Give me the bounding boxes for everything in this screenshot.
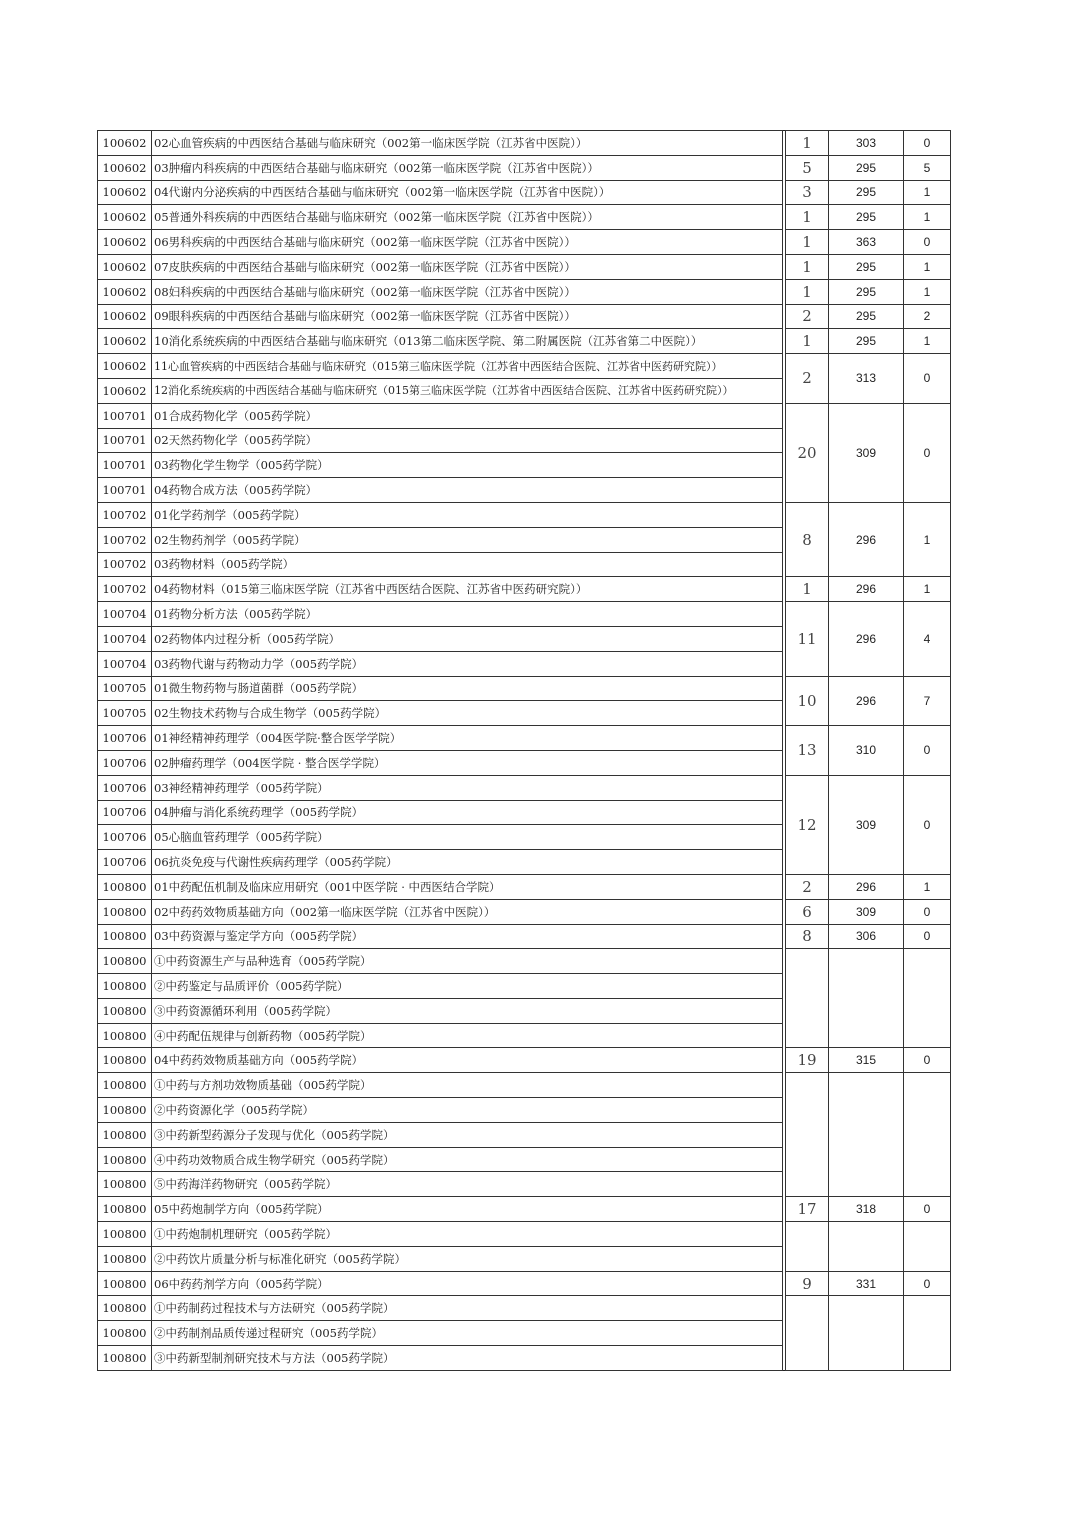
research-direction: ③中药资源循环利用（005药学院） (152, 998, 783, 1023)
table-row (98, 131, 951, 156)
research-direction: 09眼科疾病的中西医结合基础与临床研究（002第一临床医学院（江苏省中医院）） (152, 304, 783, 329)
subject-code: 100800 (98, 1073, 152, 1098)
plan-count: 1 (786, 279, 829, 304)
subject-code: 100602 (98, 180, 152, 205)
table-row (98, 1073, 951, 1098)
research-direction: ⑤中药海洋药物研究（005药学院） (152, 1172, 783, 1197)
research-direction: 01神经精神药理学（004医学院·整合医学学院） (152, 726, 783, 751)
research-direction: 05中药炮制学方向（005药学院） (152, 1197, 783, 1222)
table-row (98, 279, 951, 304)
column-spacer (783, 1246, 786, 1271)
research-direction: 02药物体内过程分析（005药学院） (152, 626, 783, 651)
plan-count: 1 (786, 254, 829, 279)
column-spacer (783, 552, 786, 577)
column-spacer (783, 1098, 786, 1123)
subject-code: 100602 (98, 230, 152, 255)
transfer-count: 0 (904, 403, 951, 502)
research-direction: ①中药炮制机理研究（005药学院） (152, 1222, 783, 1247)
column-spacer (783, 1147, 786, 1172)
subject-code: 100706 (98, 750, 152, 775)
min-score: 313 (829, 354, 904, 404)
subject-code: 100701 (98, 478, 152, 503)
transfer-count: 0 (904, 924, 951, 949)
research-direction: 02生物药剂学（005药学院） (152, 527, 783, 552)
plan-count: 5 (786, 155, 829, 180)
table-row (98, 602, 951, 627)
column-spacer (783, 527, 786, 552)
research-direction: 01微生物药物与肠道菌群（005药学院） (152, 676, 783, 701)
research-direction: 06抗炎免疫与代谢性疾病药理学（005药学院） (152, 850, 783, 875)
research-direction: 08妇科疾病的中西医结合基础与临床研究（002第一临床医学院（江苏省中医院）） (152, 279, 783, 304)
min-score: 310 (829, 726, 904, 776)
table-row (98, 304, 951, 329)
plan-count: 1 (786, 230, 829, 255)
transfer-count: 1 (904, 279, 951, 304)
subject-code: 100701 (98, 428, 152, 453)
subject-code: 100602 (98, 155, 152, 180)
subject-code: 100706 (98, 726, 152, 751)
research-direction: 02心血管疾病的中西医结合基础与临床研究（002第一临床医学院（江苏省中医院）） (152, 131, 783, 156)
research-direction: ②中药资源化学（005药学院） (152, 1098, 783, 1123)
subject-code: 100602 (98, 279, 152, 304)
subject-code: 100800 (98, 1271, 152, 1296)
research-direction: 05心脑血管药理学（005药学院） (152, 825, 783, 850)
empty-cell (786, 949, 829, 1048)
table-row (98, 354, 951, 379)
research-direction: 02肿瘤药理学（004医学院 · 整合医学学院） (152, 750, 783, 775)
column-spacer (783, 651, 786, 676)
subject-code: 100800 (98, 1172, 152, 1197)
subject-code: 100702 (98, 502, 152, 527)
plan-count: 1 (786, 329, 829, 354)
empty-cell (786, 1296, 829, 1370)
plan-count: 1 (786, 577, 829, 602)
min-score: 296 (829, 676, 904, 726)
table-row (98, 155, 951, 180)
research-direction: 03肿瘤内科疾病的中西医结合基础与临床研究（002第一临床医学院（江苏省中医院）） (152, 155, 783, 180)
plan-count: 6 (786, 899, 829, 924)
research-direction: 04药物合成方法（005药学院） (152, 478, 783, 503)
subject-code: 100704 (98, 602, 152, 627)
min-score: 295 (829, 155, 904, 180)
column-spacer (783, 1122, 786, 1147)
transfer-count: 7 (904, 676, 951, 726)
transfer-count: 0 (904, 1197, 951, 1222)
table-row (98, 874, 951, 899)
table-row (98, 180, 951, 205)
empty-cell (829, 1222, 904, 1272)
subject-code: 100602 (98, 131, 152, 156)
subject-code: 100800 (98, 1346, 152, 1371)
table-row (98, 1048, 951, 1073)
transfer-count: 0 (904, 899, 951, 924)
research-direction: 01合成药物化学（005药学院） (152, 403, 783, 428)
plan-count: 1 (786, 205, 829, 230)
empty-cell (829, 949, 904, 1048)
subject-code: 100800 (98, 1122, 152, 1147)
transfer-count: 0 (904, 775, 951, 874)
empty-cell (904, 1222, 951, 1272)
subject-code: 100800 (98, 1246, 152, 1271)
research-direction: 03药物代谢与药物动力学（005药学院） (152, 651, 783, 676)
min-score: 296 (829, 577, 904, 602)
plan-count: 13 (786, 726, 829, 776)
transfer-count: 0 (904, 230, 951, 255)
min-score: 315 (829, 1048, 904, 1073)
research-direction: ②中药饮片质量分析与标准化研究（005药学院） (152, 1246, 783, 1271)
subject-code: 100800 (98, 949, 152, 974)
transfer-count: 2 (904, 304, 951, 329)
subject-code: 100800 (98, 1197, 152, 1222)
empty-cell (786, 1073, 829, 1197)
column-spacer (783, 1023, 786, 1048)
research-direction: 03神经精神药理学（005药学院） (152, 775, 783, 800)
plan-count: 3 (786, 180, 829, 205)
research-direction: 02生物技术药物与合成生物学（005药学院） (152, 701, 783, 726)
subject-code: 100705 (98, 701, 152, 726)
research-direction: 07皮肤疾病的中西医结合基础与临床研究（002第一临床医学院（江苏省中医院）） (152, 254, 783, 279)
subject-code: 100602 (98, 354, 152, 379)
plan-count: 2 (786, 304, 829, 329)
transfer-count: 4 (904, 602, 951, 676)
subject-code: 100800 (98, 924, 152, 949)
research-direction: 02天然药物化学（005药学院） (152, 428, 783, 453)
table-row (98, 676, 951, 701)
transfer-count: 1 (904, 874, 951, 899)
plan-count: 1 (786, 131, 829, 156)
research-direction: 01药物分析方法（005药学院） (152, 602, 783, 627)
column-spacer (783, 974, 786, 999)
min-score: 295 (829, 329, 904, 354)
plan-count: 20 (786, 403, 829, 502)
table-row (98, 1222, 951, 1247)
min-score: 296 (829, 874, 904, 899)
subject-code: 100800 (98, 1321, 152, 1346)
transfer-count: 0 (904, 726, 951, 776)
subject-code: 100800 (98, 899, 152, 924)
column-spacer (783, 1172, 786, 1197)
admission-table (97, 130, 951, 1371)
transfer-count: 1 (904, 577, 951, 602)
column-spacer (783, 626, 786, 651)
table-row (98, 329, 951, 354)
plan-count: 11 (786, 602, 829, 676)
research-direction: ①中药制药过程技术与方法研究（005药学院） (152, 1296, 783, 1321)
min-score: 295 (829, 279, 904, 304)
table-row (98, 899, 951, 924)
transfer-count: 0 (904, 354, 951, 404)
research-direction: ①中药与方剂功效物质基础（005药学院） (152, 1073, 783, 1098)
plan-count: 8 (786, 502, 829, 576)
column-spacer (783, 800, 786, 825)
column-spacer (783, 850, 786, 875)
subject-code: 100702 (98, 577, 152, 602)
min-score: 306 (829, 924, 904, 949)
table-row (98, 1296, 951, 1321)
subject-code: 100800 (98, 974, 152, 999)
empty-cell (904, 1296, 951, 1370)
plan-count: 9 (786, 1271, 829, 1296)
min-score: 303 (829, 131, 904, 156)
table-row (98, 230, 951, 255)
research-direction: 06男科疾病的中西医结合基础与临床研究（002第一临床医学院（江苏省中医院）） (152, 230, 783, 255)
research-direction: 03药物材料（005药学院） (152, 552, 783, 577)
min-score: 331 (829, 1271, 904, 1296)
transfer-count: 1 (904, 180, 951, 205)
subject-code: 100702 (98, 552, 152, 577)
column-spacer (783, 1346, 786, 1371)
research-direction: 10消化系统疾病的中西医结合基础与临床研究（013第二临床医学院、第二附属医院（江苏省第二中医院）） (152, 329, 783, 354)
transfer-count: 1 (904, 254, 951, 279)
research-direction: 04药物材料（015第三临床医学院（江苏省中西医结合医院、江苏省中医药研究院）） (152, 577, 783, 602)
table-row (98, 775, 951, 800)
min-score: 296 (829, 602, 904, 676)
column-spacer (783, 428, 786, 453)
research-direction: 04代谢内分泌疾病的中西医结合基础与临床研究（002第一临床医学院（江苏省中医院）） (152, 180, 783, 205)
research-direction: 04肿瘤与消化系统药理学（005药学院） (152, 800, 783, 825)
min-score: 309 (829, 899, 904, 924)
subject-code: 100800 (98, 1296, 152, 1321)
column-spacer (783, 750, 786, 775)
min-score: 295 (829, 180, 904, 205)
plan-count: 2 (786, 354, 829, 404)
subject-code: 100800 (98, 998, 152, 1023)
subject-code: 100706 (98, 825, 152, 850)
subject-code: 100706 (98, 850, 152, 875)
transfer-count: 0 (904, 1271, 951, 1296)
min-score: 363 (829, 230, 904, 255)
empty-cell (786, 1222, 829, 1272)
subject-code: 100706 (98, 775, 152, 800)
min-score: 295 (829, 205, 904, 230)
research-direction: 11心血管疾病的中西医结合基础与临床研究（015第三临床医学院（江苏省中西医结合医院、江苏省中医药研究院）） (152, 354, 783, 379)
research-direction: ②中药鉴定与品质评价（005药学院） (152, 974, 783, 999)
min-score: 309 (829, 403, 904, 502)
subject-code: 100602 (98, 378, 152, 403)
subject-code: 100701 (98, 403, 152, 428)
column-spacer (783, 825, 786, 850)
subject-code: 100704 (98, 651, 152, 676)
plan-count: 10 (786, 676, 829, 726)
research-direction: 03中药资源与鉴定学方向（005药学院） (152, 924, 783, 949)
table-row (98, 726, 951, 751)
plan-count: 8 (786, 924, 829, 949)
min-score: 296 (829, 502, 904, 576)
table-row (98, 577, 951, 602)
plan-count: 2 (786, 874, 829, 899)
min-score: 309 (829, 775, 904, 874)
min-score: 295 (829, 254, 904, 279)
empty-cell (904, 1073, 951, 1197)
column-spacer (783, 378, 786, 403)
plan-count: 19 (786, 1048, 829, 1073)
research-direction: 05普通外科疾病的中西医结合基础与临床研究（002第一临床医学院（江苏省中医院）） (152, 205, 783, 230)
transfer-count: 1 (904, 205, 951, 230)
subject-code: 100602 (98, 304, 152, 329)
transfer-count: 0 (904, 131, 951, 156)
transfer-count: 1 (904, 329, 951, 354)
table-row (98, 205, 951, 230)
table-row (98, 949, 951, 974)
research-direction: 06中药药剂学方向（005药学院） (152, 1271, 783, 1296)
transfer-count: 1 (904, 502, 951, 576)
empty-cell (829, 1073, 904, 1197)
research-direction: ④中药配伍规律与创新药物（005药学院） (152, 1023, 783, 1048)
subject-code: 100602 (98, 254, 152, 279)
column-spacer (783, 998, 786, 1023)
subject-code: 100800 (98, 1222, 152, 1247)
research-direction: 01化学药剂学（005药学院） (152, 502, 783, 527)
research-direction: 04中药药效物质基础方向（005药学院） (152, 1048, 783, 1073)
plan-count: 17 (786, 1197, 829, 1222)
subject-code: 100705 (98, 676, 152, 701)
empty-cell (904, 949, 951, 1048)
transfer-count: 0 (904, 1048, 951, 1073)
subject-code: 100800 (98, 1098, 152, 1123)
subject-code: 100704 (98, 626, 152, 651)
research-direction: 01中药配伍机制及临床应用研究（001中医学院 · 中西医结合学院） (152, 874, 783, 899)
table-row (98, 403, 951, 428)
research-direction: 03药物化学生物学（005药学院） (152, 453, 783, 478)
subject-code: 100800 (98, 1048, 152, 1073)
transfer-count: 5 (904, 155, 951, 180)
research-direction: 12消化系统疾病的中西医结合基础与临床研究（015第三临床医学院（江苏省中西医结合医院、江苏省中医药研究院）） (152, 378, 783, 403)
research-direction: ②中药制剂品质传递过程研究（005药学院） (152, 1321, 783, 1346)
table-row (98, 1271, 951, 1296)
subject-code: 100602 (98, 205, 152, 230)
research-direction: ①中药资源生产与品种选育（005药学院） (152, 949, 783, 974)
research-direction: ③中药新型制剂研究技术与方法（005药学院） (152, 1346, 783, 1371)
subject-code: 100800 (98, 874, 152, 899)
column-spacer (783, 701, 786, 726)
empty-cell (829, 1296, 904, 1370)
research-direction: 02中药药效物质基础方向（002第一临床医学院（江苏省中医院）） (152, 899, 783, 924)
subject-code: 100602 (98, 329, 152, 354)
table-row (98, 924, 951, 949)
subject-code: 100800 (98, 1023, 152, 1048)
table-row (98, 1197, 951, 1222)
min-score: 295 (829, 304, 904, 329)
subject-code: 100702 (98, 527, 152, 552)
column-spacer (783, 1321, 786, 1346)
column-spacer (783, 478, 786, 503)
subject-code: 100706 (98, 800, 152, 825)
table-row (98, 254, 951, 279)
subject-code: 100800 (98, 1147, 152, 1172)
column-spacer (783, 453, 786, 478)
table-row (98, 502, 951, 527)
min-score: 318 (829, 1197, 904, 1222)
research-direction: ④中药功效物质合成生物学研究（005药学院） (152, 1147, 783, 1172)
subject-code: 100701 (98, 453, 152, 478)
research-direction: ③中药新型药源分子发现与优化（005药学院） (152, 1122, 783, 1147)
plan-count: 12 (786, 775, 829, 874)
